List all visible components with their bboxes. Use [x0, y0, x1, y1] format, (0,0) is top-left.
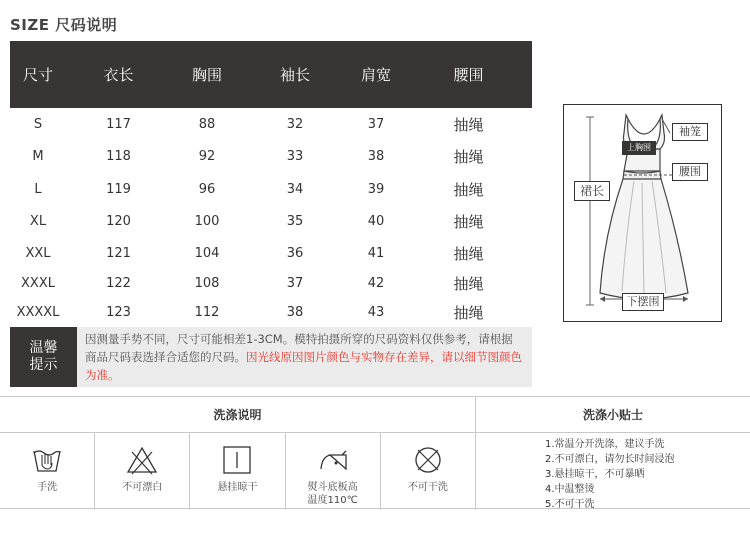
cell-sleeve: 32: [286, 116, 304, 132]
iron-icon: [316, 443, 350, 477]
cell-size: XXXL: [21, 275, 55, 291]
cell-sleeve: 38: [286, 304, 304, 320]
cell-length: 120: [106, 214, 131, 229]
cell-bust: 108: [194, 275, 220, 291]
table-row: [10, 238, 532, 269]
table-row: [10, 297, 532, 327]
label-waist: 腰围: [672, 163, 708, 181]
header-shoulder: 肩宽: [360, 66, 391, 84]
size-table-header: [10, 41, 532, 108]
cell-waist: 抽绳: [453, 245, 484, 263]
hand-wash-label: 手洗: [37, 482, 58, 493]
iron-label-line2: 温度110℃: [307, 495, 358, 506]
no-bleach-icon: [125, 443, 159, 477]
hand-wash-icon: [30, 443, 64, 477]
hang-dry-icon: [220, 443, 254, 477]
wash-icons-row: [0, 433, 476, 510]
cell-waist: 抽绳: [453, 148, 484, 166]
table-row: [10, 140, 532, 173]
wash-tips-title: 洗涤小贴士: [476, 397, 750, 433]
cell-length: 119: [106, 181, 131, 197]
tip-label-line1: 温馨: [29, 340, 58, 356]
iron-label: [307, 481, 357, 507]
cell-size: S: [33, 116, 43, 132]
wash-tip-item: 4.中温整烫: [545, 484, 595, 495]
wash-cell-hang-dry: [190, 433, 285, 510]
table-row: [10, 173, 532, 205]
cell-sleeve: 37: [286, 275, 304, 291]
header-sleeve: 袖长: [279, 66, 310, 84]
header-size: 尺寸: [22, 66, 53, 84]
cell-bust: 92: [198, 149, 216, 164]
cell-size: L: [34, 181, 42, 197]
cell-bust: 112: [194, 304, 220, 320]
cell-waist: 抽绳: [453, 180, 484, 199]
cell-shoulder: 42: [367, 275, 385, 291]
cell-length: 118: [106, 149, 131, 164]
wash-cell-no-bleach: [95, 433, 190, 510]
wash-tip-item: 1.常温分开洗涤，建议手洗: [545, 439, 665, 450]
tip-text: [77, 327, 532, 387]
wash-tips-list: [545, 437, 675, 512]
wash-title: 洗涤说明: [0, 397, 476, 433]
no-dry-clean-icon: [411, 443, 445, 477]
tip-label: [10, 327, 77, 387]
cell-shoulder: 39: [367, 181, 385, 197]
cell-length: 123: [106, 304, 131, 320]
cell-length: 121: [106, 246, 131, 261]
table-row: [10, 108, 532, 140]
tip-label-line2: 提示: [29, 357, 58, 373]
cell-size: M: [32, 149, 44, 164]
cell-size: XXL: [25, 246, 51, 261]
size-title: SIZE 尺码说明: [10, 16, 118, 34]
label-length: 裙长: [574, 181, 610, 201]
tip-text-red: 因光线原因图片颜色与实物存在差异，请以细节图颜色为准。: [85, 350, 522, 382]
cell-waist: 抽绳: [453, 274, 484, 293]
wash-cell-iron: [286, 433, 381, 510]
cell-length: 122: [106, 275, 131, 291]
cell-shoulder: 43: [367, 304, 385, 320]
cell-size: XXXXL: [16, 304, 60, 320]
cell-length: 117: [106, 116, 131, 132]
cell-waist: 抽绳: [453, 303, 484, 322]
cell-size: XL: [29, 214, 47, 229]
dress-diagram: [563, 104, 722, 322]
cell-bust: 100: [194, 214, 220, 229]
tip-box: [10, 327, 532, 387]
cell-waist: 抽绳: [453, 115, 484, 134]
no-dry-clean-label: 不可干洗: [407, 482, 448, 493]
cell-shoulder: 41: [367, 246, 385, 261]
label-sleeve: 袖笼: [672, 123, 708, 141]
no-bleach-label: 不可漂白: [122, 482, 163, 493]
wash-cell-no-dry-clean: [381, 433, 476, 510]
cell-bust: 96: [198, 181, 216, 197]
hang-dry-label: 悬挂晾干: [217, 482, 258, 493]
cell-sleeve: 33: [286, 149, 304, 164]
cell-sleeve: 36: [286, 246, 304, 261]
cell-sleeve: 34: [286, 181, 304, 197]
size-table-body: [10, 108, 532, 327]
tip-text-normal: 因测量手势不同，尺寸可能相差1-3CM。模特拍摄所穿的尺码资料仅供参考，请根据商品尺码表选择合适您的尺码。: [85, 332, 513, 364]
wash-tip-item: 3.悬挂晾干，不可暴晒: [545, 469, 645, 480]
cell-bust: 104: [194, 246, 220, 261]
wash-section: [0, 396, 750, 509]
cell-waist: 抽绳: [453, 213, 484, 231]
header-length: 衣长: [103, 66, 134, 84]
header-bust: 胸围: [191, 66, 222, 84]
iron-label-line1: 熨斗底板高: [307, 482, 358, 493]
cell-sleeve: 35: [286, 214, 304, 229]
label-hem: 下摆围: [622, 293, 664, 311]
label-bust: 上胸围: [622, 141, 656, 155]
header-waist: 腰围: [453, 66, 484, 84]
wash-cell-hand-wash: [0, 433, 95, 510]
cell-shoulder: 38: [367, 149, 385, 164]
size-table: [10, 41, 532, 327]
table-row: [10, 269, 532, 297]
wash-tip-item: 2.不可漂白，请勿长时间浸泡: [545, 454, 675, 465]
cell-shoulder: 37: [367, 116, 385, 132]
cell-bust: 88: [198, 116, 216, 132]
cell-shoulder: 40: [367, 214, 385, 229]
wash-tip-item: 5.不可干洗: [545, 499, 595, 510]
table-row: [10, 205, 532, 238]
